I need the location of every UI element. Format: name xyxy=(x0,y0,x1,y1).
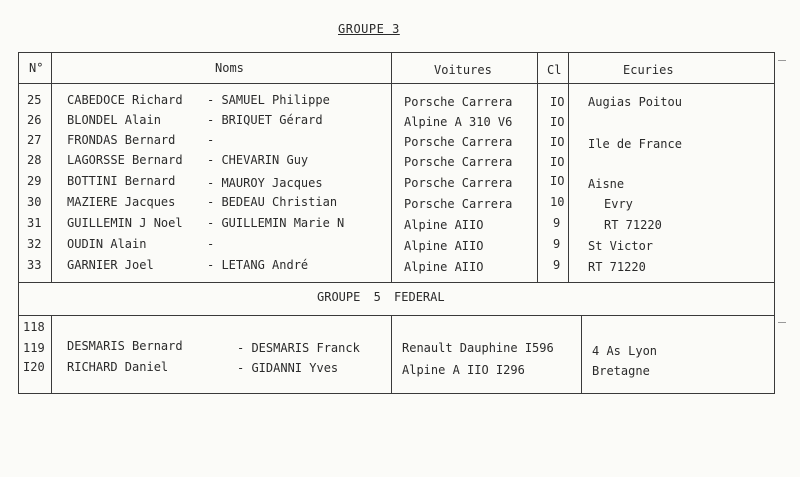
codriver-name: - LETANG André xyxy=(207,258,309,272)
header-voitures: Voitures xyxy=(434,63,492,77)
codriver-name: - SAMUEL Philippe xyxy=(207,93,330,107)
section-rule xyxy=(19,315,774,316)
car-model: Alpine AIIO xyxy=(404,218,484,232)
margin-tick xyxy=(778,60,786,61)
class-value: IO xyxy=(550,115,565,129)
car-model: Porsche Carrera xyxy=(404,155,513,169)
codriver-name: - GUILLEMIN Marie N xyxy=(207,216,345,230)
team-name: 4 As Lyon xyxy=(592,344,658,358)
entry-list-table xyxy=(18,52,775,394)
codriver-name: - GIDANNI Yves xyxy=(237,361,339,375)
class-value: 9 xyxy=(553,216,561,230)
class-value: IO xyxy=(550,135,565,149)
row-number: 27 xyxy=(27,133,42,147)
section-title: GROUPE 5 FEDERAL xyxy=(317,290,445,304)
car-model: Alpine A IIO I296 xyxy=(402,363,525,377)
row-number: 29 xyxy=(27,174,42,188)
class-value: 9 xyxy=(553,237,561,251)
driver-name: DESMARIS Bernard xyxy=(67,339,183,353)
row-number: 33 xyxy=(27,258,42,272)
header-ecuries: Ecuries xyxy=(623,63,674,77)
car-model: Porsche Carrera xyxy=(404,135,513,149)
team-name: Augias Poitou xyxy=(588,95,682,109)
team-name: St Victor xyxy=(588,239,654,253)
driver-name: OUDIN Alain xyxy=(67,237,147,251)
driver-name: GUILLEMIN J Noel xyxy=(67,216,183,230)
car-model: Alpine AIIO xyxy=(404,260,484,274)
team-name: Bretagne xyxy=(592,364,650,378)
margin-tick xyxy=(778,322,786,323)
row-number: 119 xyxy=(23,341,45,355)
header-num: N° xyxy=(29,61,44,75)
column-divider xyxy=(51,53,52,282)
car-model: Alpine A 310 V6 xyxy=(404,115,513,129)
column-divider xyxy=(51,315,52,393)
team-name: Evry xyxy=(604,197,633,211)
header-rule xyxy=(19,83,774,84)
row-number: 25 xyxy=(27,93,42,107)
codriver-name: - BEDEAU Christian xyxy=(207,195,338,209)
row-number: 26 xyxy=(27,113,42,127)
driver-name: GARNIER Joel xyxy=(67,258,154,272)
row-number: I20 xyxy=(23,360,45,374)
row-number: 31 xyxy=(27,216,42,230)
car-model: Porsche Carrera xyxy=(404,95,513,109)
section-rule xyxy=(19,282,774,283)
page-title: GROUPE 3 xyxy=(338,22,400,36)
class-value: 10 xyxy=(550,195,565,209)
class-value: 9 xyxy=(553,258,561,272)
car-model: Porsche Carrera xyxy=(404,197,513,211)
car-model: Alpine AIIO xyxy=(404,239,484,253)
row-number: 28 xyxy=(27,153,42,167)
driver-name: RICHARD Daniel xyxy=(67,360,169,374)
column-divider xyxy=(391,315,392,393)
column-divider xyxy=(581,315,582,393)
driver-name: LAGORSSE Bernard xyxy=(67,153,183,167)
column-divider xyxy=(391,53,392,282)
class-value: IO xyxy=(550,155,565,169)
row-number: 30 xyxy=(27,195,42,209)
codriver-name: - xyxy=(207,237,215,251)
team-name: RT 71220 xyxy=(604,218,662,232)
column-divider xyxy=(537,53,538,282)
codriver-name: - DESMARIS Franck xyxy=(237,341,360,355)
car-model: Porsche Carrera xyxy=(404,176,513,190)
driver-name: BOTTINI Bernard xyxy=(67,174,176,188)
codriver-name: - xyxy=(207,133,215,147)
class-value: IO xyxy=(550,174,565,188)
codriver-name: - BRIQUET Gérard xyxy=(207,113,323,127)
driver-name: MAZIERE Jacques xyxy=(67,195,176,209)
row-number: 118 xyxy=(23,320,45,334)
codriver-name: - CHEVARIN Guy xyxy=(207,153,309,167)
team-name: Ile de France xyxy=(588,137,682,151)
driver-name: FRONDAS Bernard xyxy=(67,133,176,147)
driver-name: BLONDEL Alain xyxy=(67,113,161,127)
header-noms: Noms xyxy=(215,61,244,75)
column-divider xyxy=(568,53,569,282)
car-model: Renault Dauphine I596 xyxy=(402,341,554,355)
team-name: Aisne xyxy=(588,177,625,191)
team-name: RT 71220 xyxy=(588,260,646,274)
header-cl: Cl xyxy=(547,63,562,77)
class-value: IO xyxy=(550,95,565,109)
driver-name: CABEDOCE Richard xyxy=(67,93,183,107)
codriver-name: - MAUROY Jacques xyxy=(207,176,323,190)
row-number: 32 xyxy=(27,237,42,251)
